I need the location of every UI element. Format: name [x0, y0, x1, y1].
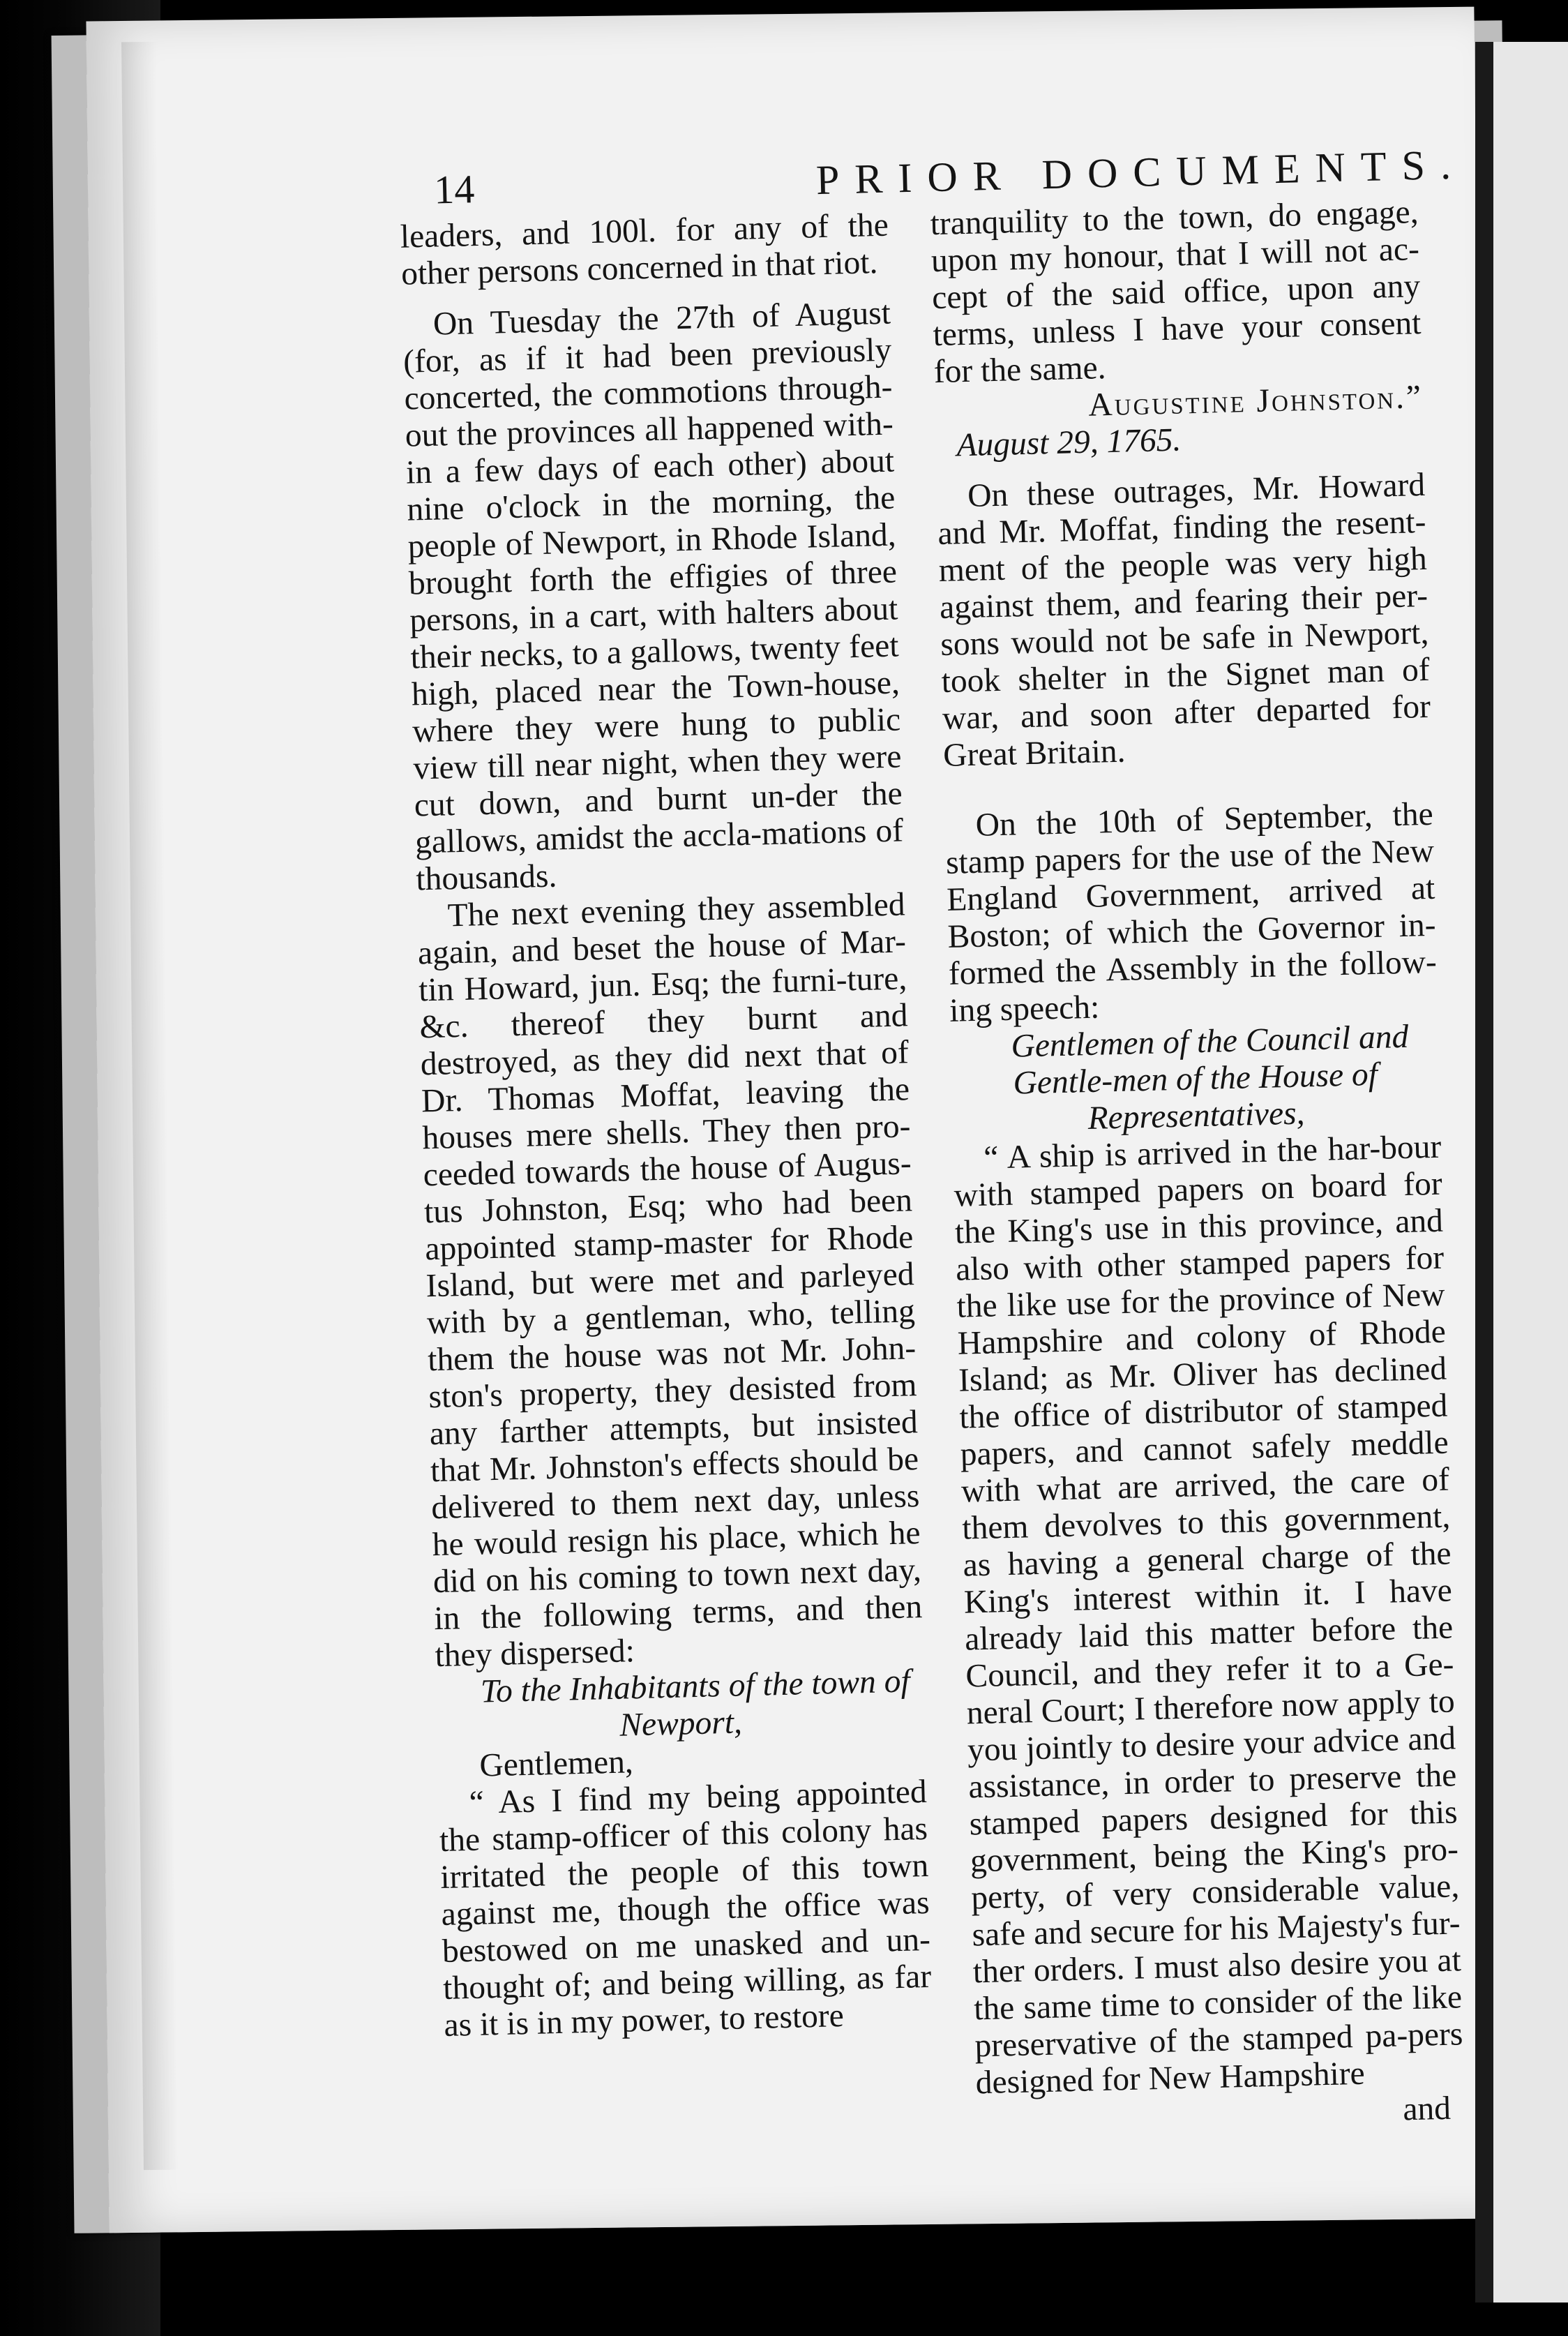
- paragraph: On these outrages, Mr. Howard and Mr. Moffat, finding the resent-ment of the people was very high against them, and fearing their per-sons would not be safe in Newport, took shelter in the Signet man of war, and soon after departed for Great Britain.: [937, 466, 1431, 774]
- paragraph: leaders, and 100l. for any of the other persons concerned in that riot.: [400, 207, 889, 292]
- paragraph: “ A ship is arrived in the har-bour with stamped papers on board for the King's use in this province, and also with other stamped papers for the like use for the province of New Hampshire and colony of Rhode Island; as Mr. Oliver has declined the office of distributor of stamped papers, and cannot safely meddle with what are arrived, the care of them devolves to this government, as having a general charge of the King's interest within it. I have already laid this matter before the Council, and they refer it to a Ge-neral Court; I therefore now apply to you jointly to desire your advice and assistance, in order to preserve the stamped papers designed for this government, being the King's pro-perty, of very considerable value, safe and secure for his Majesty's fur-ther orders. I must also desire you at the same time to consider of the like preservative of the stamped pa-pers designed for New Hampshire: [953, 1128, 1463, 2102]
- catchword: and: [1402, 2090, 1452, 2128]
- left-column: [400, 207, 933, 2044]
- paragraph: tranquility to the town, do engage, upon my honour, that I will not ac-cept of the said office, upon any terms, unless I have your consent for the same.: [930, 194, 1422, 391]
- running-title: PRIOR DOCUMENTS.: [815, 141, 1467, 204]
- paragraph: On the 10th of September, the stamp papers for the use of the New England Government, arrived at Boston; of which the Governor in-formed the Assembly in the follow-ing speech:: [945, 795, 1438, 1029]
- dateline: August 29, 1765.: [956, 421, 1182, 464]
- paragraph: The next evening they assembled again, and beset the house of Mar-tin Howard, jun. Esq; the furni-ture, &c. thereof they burnt and destroyed, as they did next that of Dr. Thomas Moffat, leaving the houses mere shells. They then pro-ceeded towards the house of Augus-tus Johnston, Esq; who had been appointed stamp-master for Rhode Island, but were met and parleyed with by a gentleman, who, telling them the house was not Mr. John-ston's property, they desisted from any farther attempts, but insisted that Mr. Johnston's effects should be delivered to them next day, unless he would resign his place, which he did on his coming to town next day, in the following terms, and then they dispersed:: [417, 886, 923, 1675]
- salutation: Gentlemen,: [478, 1744, 634, 1784]
- paragraph: “ As I find my being appointed the stamp-officer of this colony has irritated the people of this town against me, though the office was bestowed on me unasked and un-thought of; and being willing, as far as it is in my power, to restore: [439, 1773, 932, 2044]
- letter-heading: To the Inhabitants of the town of Newport,: [480, 1663, 911, 1744]
- right-column: [930, 194, 1465, 2139]
- signature: Augustine Johnston.”: [1087, 379, 1424, 424]
- page-number: 14: [433, 166, 476, 213]
- speech-heading: Gentlemen of the Council and Gentle-men of the House of Representatives,: [1010, 1018, 1409, 1137]
- paragraph: On Tuesday the 27th of August (for, as if it had been previously concerted, the commotions through-out the provinces all happened with-in a few days of each other) about nine o'clock in the morning, the people of Newport, in Rhode Island, brought forth the effigies of three persons, in a cart, with halters about their necks, to a gallows, twenty feet high, placed near the Town-house, where they were hung to public view till near night, when they were cut down, and burnt un-der the gallows, amidst the accla-mations of thousands.: [402, 294, 904, 898]
